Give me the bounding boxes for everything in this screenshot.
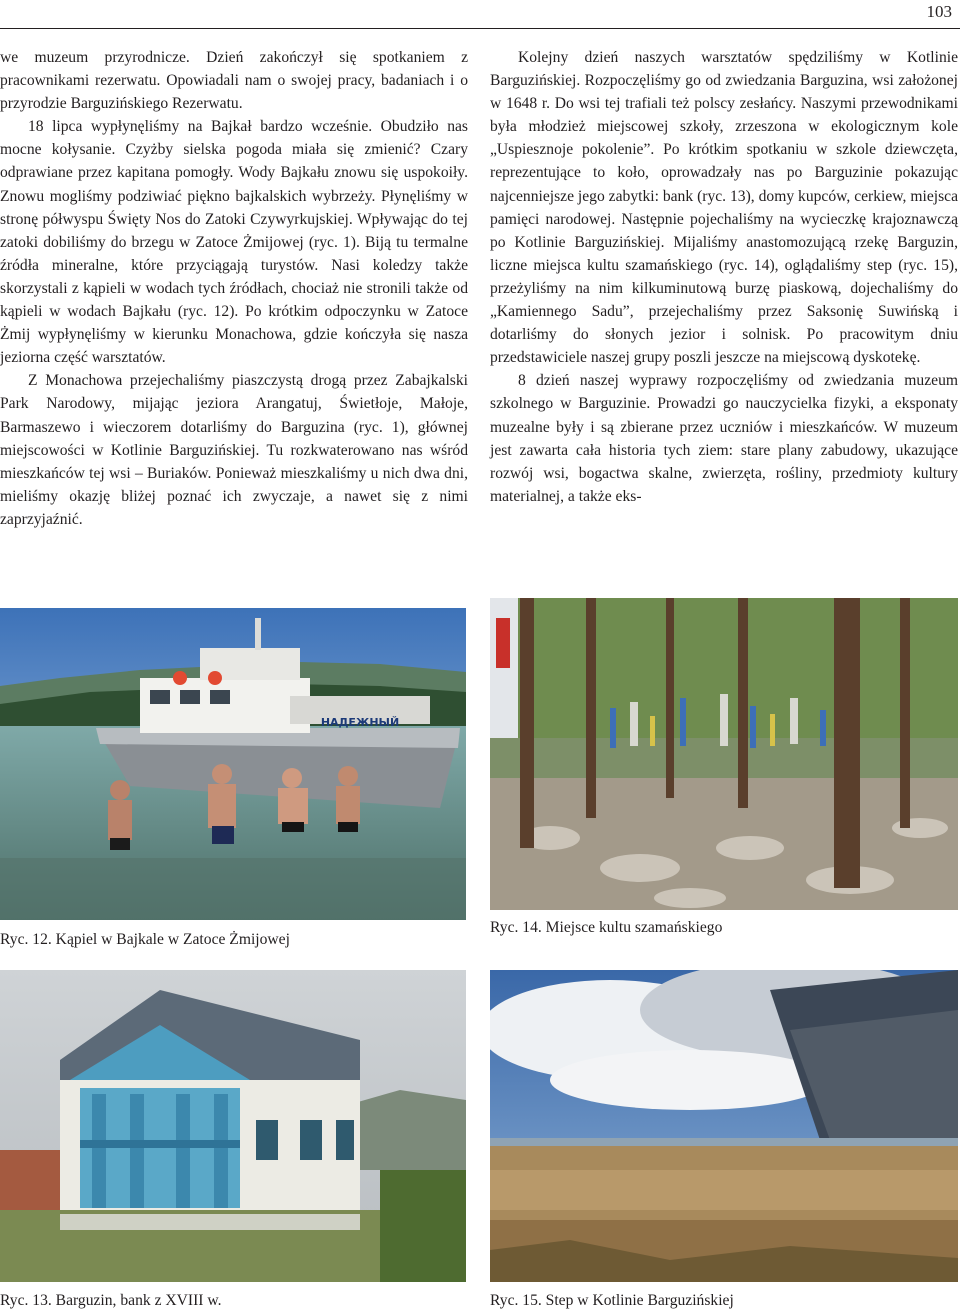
paragraph: Kolejny dzień naszych warsztatów spędziliśmy w Kotlinie Barguzińskiej. Rozpoczęliśmy go od zwiedzania Barguzina, wsi założonej w 1648 r. Do wsi tej trafiali też polscy zesłańcy. Naszymi przewodnikami była młodzież miejscowej szkoły, zrzeszona w ekologicznym kole „Uspiesznoje pokolenie”. Po krótkim spotkaniu w szkole dziewczęta, reprezentujące to koło, oprowadzały nas po Barguzinie pokazując najcenniejsze jego zabytki: bank (ryc. 13), domy kupców, cerkiew, miejsca pamięci narodowej. Następnie pojechaliśmy na wycieczkę krajoznawczą po Kotlinie Barguzińskiej. Mijaliśmy anastomozującą rzekę Barguzin, liczne miejsca kultu szamańskiego (ryc. 14), oglądaliśmy step (ryc. 15), przeżyliśmy na nim kilkuminutową burzę piaskową, dojechaliśmy do „Kamiennego Sadu”, przejechaliśmy przez Saksonię Suwińską i dotarliśmy do słonych jezior i solnisk. Po pracowitym dniu przedstawiciele naszej grupy poszli jeszcze na miejscową dyskotekę. xyxy=(490,49,958,367)
photo-shamanic-site xyxy=(490,598,958,910)
figure-caption: Ryc. 13. Barguzin, bank z XVIII w. xyxy=(0,1292,222,1309)
figure-caption: Ryc. 15. Step w Kotlinie Barguzińskiej xyxy=(490,1292,734,1309)
text-column-left xyxy=(0,46,468,531)
photo-barguzin-steppe xyxy=(490,970,958,1282)
page-number: 103 xyxy=(926,2,952,21)
paragraph: 8 dzień naszej wyprawy rozpoczęliśmy od zwiedzania muzeum szkolnego w Barguzinie. Prowadzi go nauczycielka fizyki, a eksponaty muzealne były i są zbierane przez uczniów i mieszkańców. W muzeum jest zawarta cała historia tych ziem: stare plany zabudowy, ukazujące rozwój wsi, bogactwa skalne, zwierzęta, rośliny, przedmioty kultury materialnej, a także eks- xyxy=(490,372,958,505)
figure-caption: Ryc. 12. Kąpiel w Bajkale w Zatoce Żmijowej xyxy=(0,931,290,948)
text-column-right xyxy=(490,46,958,508)
photo-barguzin-bank xyxy=(0,970,466,1282)
boat-name: НАДЕЖНЫЙ xyxy=(320,716,400,729)
header-rule xyxy=(0,28,960,29)
photo-baikal-bathing xyxy=(0,608,466,920)
paragraph: 18 lipca wypłynęliśmy na Bajkał bardzo wcześnie. Obudziło nas mocne kołysanie. Czyżby sielska pogoda miała się zmienić? Czary odprawiane przez kapitana pomogły. Wody Bajkału znowu się uspokoiły. Znowu mogliśmy podziwiać piękno bajkalskich wybrzeży. Płynęliśmy w stronę półwyspu Święty Nos do Zatoki Czywyrkujskiej. Wpływając do tej zatoki dobiliśmy do brzegu w Zatoce Żmijowej (ryc. 1). Biją tu termalne źródła mineralne, które przyciągają turystów. Nasi koledzy także skorzystali z kąpieli w wodach tych źródłach, chociaż nie stronili także od kąpieli w wodach Bajkału (ryc. 12). Po krótkim odpoczynku w Zatoce Żmij wypłynęliśmy w kierunku Monachowa, gdzie kończyła się nasza jeziorna część warsztatów. xyxy=(0,118,468,367)
paragraph: we muzeum przyrodnicze. Dzień zakończył się spotkaniem z pracownikami rezerwatu. Opowiadali nam o swojej pracy, badaniach i o przyrodzie Barguzińskiego Rezerwatu. xyxy=(0,49,468,113)
paragraph: Z Monachowa przejechaliśmy piaszczystą drogą przez Zabajkalski Park Narodowy, mijając jeziora Arangatuj, Świetłoje, Małoje, Barmaszewo i wieczorem dotarliśmy do Barguzina (ryc. 1), głównej miejscowości w Kotlinie Barguzińskiej. Tu rozkwaterowano nas wśród mieszkańców tej wsi – Buriaków. Ponieważ mieszkaliśmy u nich dwa dni, mieliśmy okazję bliżej poznać ich zwyczaje, a nawet się z nimi zaprzyjaźnić. xyxy=(0,372,468,528)
figure-caption: Ryc. 14. Miejsce kultu szamańskiego xyxy=(490,919,723,936)
